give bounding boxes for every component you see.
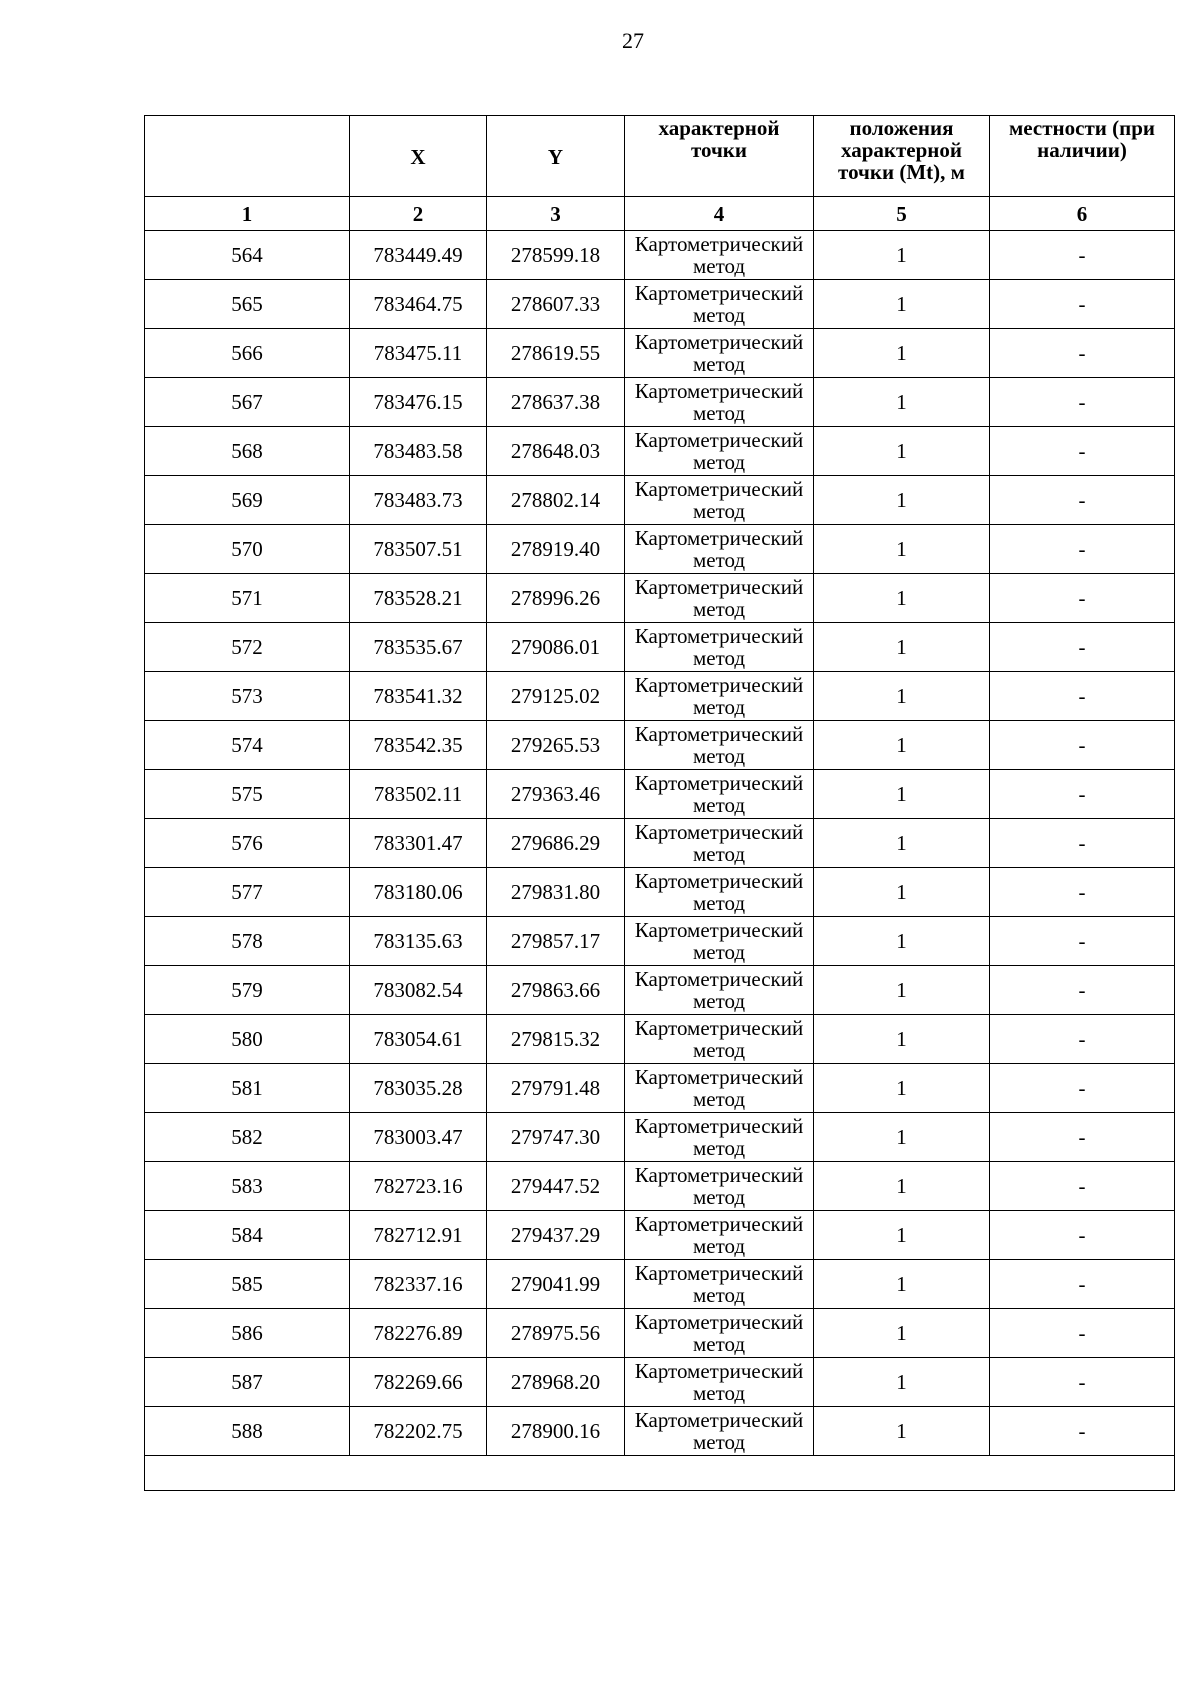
table-row: [145, 525, 1175, 574]
method-cell: Картометрический метод: [625, 1309, 814, 1358]
accuracy-cell: 1: [814, 672, 990, 721]
y-coordinate-cell: 279815.32: [487, 1015, 625, 1064]
table-header-row: [145, 116, 1175, 197]
point-number-cell: 585: [145, 1260, 350, 1309]
method-cell: Картометрический метод: [625, 1015, 814, 1064]
accuracy-cell: 1: [814, 819, 990, 868]
table-row: [145, 1015, 1175, 1064]
accuracy-cell: 1: [814, 1162, 990, 1211]
description-cell: -: [990, 917, 1175, 966]
column-number: 2: [350, 197, 487, 231]
point-number-cell: 580: [145, 1015, 350, 1064]
y-coordinate-cell: 278599.18: [487, 231, 625, 280]
description-cell: -: [990, 966, 1175, 1015]
description-cell: -: [990, 1064, 1175, 1113]
point-number-cell: 579: [145, 966, 350, 1015]
point-number-cell: 588: [145, 1407, 350, 1456]
point-number-cell: 573: [145, 672, 350, 721]
accuracy-cell: 1: [814, 329, 990, 378]
x-coordinate-cell: 783483.73: [350, 476, 487, 525]
table-row: [145, 819, 1175, 868]
column-number: 4: [625, 197, 814, 231]
method-cell: Картометрический метод: [625, 476, 814, 525]
description-cell: -: [990, 672, 1175, 721]
table-row: [145, 1260, 1175, 1309]
accuracy-cell: 1: [814, 1309, 990, 1358]
coordinates-table: [144, 115, 1175, 1491]
table-row: [145, 329, 1175, 378]
description-cell: -: [990, 574, 1175, 623]
point-number-cell: 581: [145, 1064, 350, 1113]
method-cell: Картометрический метод: [625, 1260, 814, 1309]
method-cell: Картометрический метод: [625, 427, 814, 476]
point-number-cell: 564: [145, 231, 350, 280]
method-cell: Картометрический метод: [625, 329, 814, 378]
point-number-cell: 578: [145, 917, 350, 966]
table-row: [145, 672, 1175, 721]
x-coordinate-cell: 783507.51: [350, 525, 487, 574]
method-cell: Картометрический метод: [625, 280, 814, 329]
y-coordinate-cell: 279863.66: [487, 966, 625, 1015]
y-coordinate-cell: 278919.40: [487, 525, 625, 574]
y-coordinate-cell: 279831.80: [487, 868, 625, 917]
table-row: [145, 1309, 1175, 1358]
y-coordinate-cell: 278619.55: [487, 329, 625, 378]
method-cell: Картометрический метод: [625, 672, 814, 721]
y-coordinate-cell: 278975.56: [487, 1309, 625, 1358]
x-coordinate-cell: 782269.66: [350, 1358, 487, 1407]
x-coordinate-cell: 783541.32: [350, 672, 487, 721]
method-cell: Картометрический метод: [625, 770, 814, 819]
header-cell-description: местности (при наличии): [990, 116, 1175, 197]
column-number: 1: [145, 197, 350, 231]
accuracy-cell: 1: [814, 1113, 990, 1162]
point-number-cell: 571: [145, 574, 350, 623]
column-number: 3: [487, 197, 625, 231]
header-cell-point: [145, 116, 350, 197]
method-cell: Картометрический метод: [625, 1407, 814, 1456]
x-coordinate-cell: 783464.75: [350, 280, 487, 329]
accuracy-cell: 1: [814, 1211, 990, 1260]
accuracy-cell: 1: [814, 1015, 990, 1064]
description-cell: -: [990, 1358, 1175, 1407]
point-number-cell: 576: [145, 819, 350, 868]
accuracy-cell: 1: [814, 574, 990, 623]
description-cell: -: [990, 427, 1175, 476]
y-coordinate-cell: 279857.17: [487, 917, 625, 966]
description-cell: -: [990, 868, 1175, 917]
y-coordinate-cell: 278637.38: [487, 378, 625, 427]
header-cell-method: характерной точки: [625, 116, 814, 197]
description-cell: -: [990, 231, 1175, 280]
table-footer-row: [145, 1456, 1175, 1491]
x-coordinate-cell: 783054.61: [350, 1015, 487, 1064]
x-coordinate-cell: 782337.16: [350, 1260, 487, 1309]
method-cell: Картометрический метод: [625, 1211, 814, 1260]
accuracy-cell: 1: [814, 231, 990, 280]
x-coordinate-cell: 782276.89: [350, 1309, 487, 1358]
point-number-cell: 574: [145, 721, 350, 770]
table-row: [145, 574, 1175, 623]
table-row: [145, 966, 1175, 1015]
x-coordinate-cell: 783542.35: [350, 721, 487, 770]
description-cell: -: [990, 770, 1175, 819]
x-coordinate-cell: 782712.91: [350, 1211, 487, 1260]
table-row: [145, 917, 1175, 966]
description-cell: -: [990, 721, 1175, 770]
accuracy-cell: 1: [814, 770, 990, 819]
table-row: [145, 427, 1175, 476]
method-cell: Картометрический метод: [625, 1064, 814, 1113]
header-cell-x: X: [350, 116, 487, 197]
accuracy-cell: 1: [814, 1260, 990, 1309]
x-coordinate-cell: 783449.49: [350, 231, 487, 280]
accuracy-cell: 1: [814, 1358, 990, 1407]
column-numbers-row: [145, 197, 1175, 231]
point-number-cell: 575: [145, 770, 350, 819]
point-number-cell: 569: [145, 476, 350, 525]
x-coordinate-cell: 783301.47: [350, 819, 487, 868]
point-number-cell: 584: [145, 1211, 350, 1260]
table-row: [145, 770, 1175, 819]
table-row: [145, 868, 1175, 917]
y-coordinate-cell: 279125.02: [487, 672, 625, 721]
method-cell: Картометрический метод: [625, 1113, 814, 1162]
method-cell: Картометрический метод: [625, 868, 814, 917]
description-cell: -: [990, 1309, 1175, 1358]
accuracy-cell: 1: [814, 1064, 990, 1113]
point-number-cell: 572: [145, 623, 350, 672]
accuracy-cell: 1: [814, 476, 990, 525]
table-row: [145, 1211, 1175, 1260]
x-coordinate-cell: 783003.47: [350, 1113, 487, 1162]
y-coordinate-cell: 279437.29: [487, 1211, 625, 1260]
point-number-cell: 565: [145, 280, 350, 329]
point-number-cell: 567: [145, 378, 350, 427]
y-coordinate-cell: 278968.20: [487, 1358, 625, 1407]
description-cell: -: [990, 1113, 1175, 1162]
table-row: [145, 1358, 1175, 1407]
y-coordinate-cell: 279363.46: [487, 770, 625, 819]
table-row: [145, 378, 1175, 427]
y-coordinate-cell: 278802.14: [487, 476, 625, 525]
accuracy-cell: 1: [814, 280, 990, 329]
accuracy-cell: 1: [814, 427, 990, 476]
point-number-cell: 586: [145, 1309, 350, 1358]
header-cell-accuracy: положения характерной точки (Mt), м: [814, 116, 990, 197]
method-cell: Картометрический метод: [625, 917, 814, 966]
y-coordinate-cell: 279447.52: [487, 1162, 625, 1211]
point-number-cell: 582: [145, 1113, 350, 1162]
accuracy-cell: 1: [814, 966, 990, 1015]
description-cell: -: [990, 329, 1175, 378]
accuracy-cell: 1: [814, 525, 990, 574]
column-number: 5: [814, 197, 990, 231]
method-cell: Картометрический метод: [625, 1358, 814, 1407]
method-cell: Картометрический метод: [625, 574, 814, 623]
x-coordinate-cell: 783082.54: [350, 966, 487, 1015]
accuracy-cell: 1: [814, 378, 990, 427]
description-cell: -: [990, 623, 1175, 672]
x-coordinate-cell: 782202.75: [350, 1407, 487, 1456]
description-cell: -: [990, 525, 1175, 574]
method-cell: Картометрический метод: [625, 1162, 814, 1211]
table-row: [145, 280, 1175, 329]
point-number-cell: 583: [145, 1162, 350, 1211]
x-coordinate-cell: 783476.15: [350, 378, 487, 427]
description-cell: -: [990, 280, 1175, 329]
point-number-cell: 577: [145, 868, 350, 917]
x-coordinate-cell: 783502.11: [350, 770, 487, 819]
y-coordinate-cell: 278648.03: [487, 427, 625, 476]
description-cell: -: [990, 1211, 1175, 1260]
x-coordinate-cell: 783135.63: [350, 917, 487, 966]
table-row: [145, 1064, 1175, 1113]
method-cell: Картометрический метод: [625, 623, 814, 672]
y-coordinate-cell: 279686.29: [487, 819, 625, 868]
x-coordinate-cell: 783035.28: [350, 1064, 487, 1113]
y-coordinate-cell: 278900.16: [487, 1407, 625, 1456]
y-coordinate-cell: 279041.99: [487, 1260, 625, 1309]
y-coordinate-cell: 278607.33: [487, 280, 625, 329]
y-coordinate-cell: 279086.01: [487, 623, 625, 672]
column-number: 6: [990, 197, 1175, 231]
table-row: [145, 1162, 1175, 1211]
description-cell: -: [990, 819, 1175, 868]
point-number-cell: 587: [145, 1358, 350, 1407]
x-coordinate-cell: 782723.16: [350, 1162, 487, 1211]
header-cell-y: Y: [487, 116, 625, 197]
empty-footer-cell: [145, 1456, 1175, 1491]
method-cell: Картометрический метод: [625, 966, 814, 1015]
table-row: [145, 476, 1175, 525]
method-cell: Картометрический метод: [625, 525, 814, 574]
method-cell: Картометрический метод: [625, 231, 814, 280]
table-body: [145, 231, 1175, 1456]
x-coordinate-cell: 783528.21: [350, 574, 487, 623]
method-cell: Картометрический метод: [625, 721, 814, 770]
description-cell: -: [990, 1015, 1175, 1064]
y-coordinate-cell: 279791.48: [487, 1064, 625, 1113]
description-cell: -: [990, 1260, 1175, 1309]
point-number-cell: 566: [145, 329, 350, 378]
point-number-cell: 570: [145, 525, 350, 574]
table-row: [145, 1407, 1175, 1456]
accuracy-cell: 1: [814, 721, 990, 770]
table-row: [145, 231, 1175, 280]
description-cell: -: [990, 476, 1175, 525]
page-number: 27: [622, 28, 644, 53]
method-cell: Картометрический метод: [625, 378, 814, 427]
description-cell: -: [990, 1162, 1175, 1211]
x-coordinate-cell: 783180.06: [350, 868, 487, 917]
point-number-cell: 568: [145, 427, 350, 476]
table-row: [145, 721, 1175, 770]
y-coordinate-cell: 278996.26: [487, 574, 625, 623]
x-coordinate-cell: 783483.58: [350, 427, 487, 476]
accuracy-cell: 1: [814, 623, 990, 672]
y-coordinate-cell: 279747.30: [487, 1113, 625, 1162]
table-row: [145, 623, 1175, 672]
accuracy-cell: 1: [814, 917, 990, 966]
method-cell: Картометрический метод: [625, 819, 814, 868]
accuracy-cell: 1: [814, 868, 990, 917]
table-row: [145, 1113, 1175, 1162]
description-cell: -: [990, 378, 1175, 427]
x-coordinate-cell: 783535.67: [350, 623, 487, 672]
description-cell: -: [990, 1407, 1175, 1456]
accuracy-cell: 1: [814, 1407, 990, 1456]
y-coordinate-cell: 279265.53: [487, 721, 625, 770]
x-coordinate-cell: 783475.11: [350, 329, 487, 378]
